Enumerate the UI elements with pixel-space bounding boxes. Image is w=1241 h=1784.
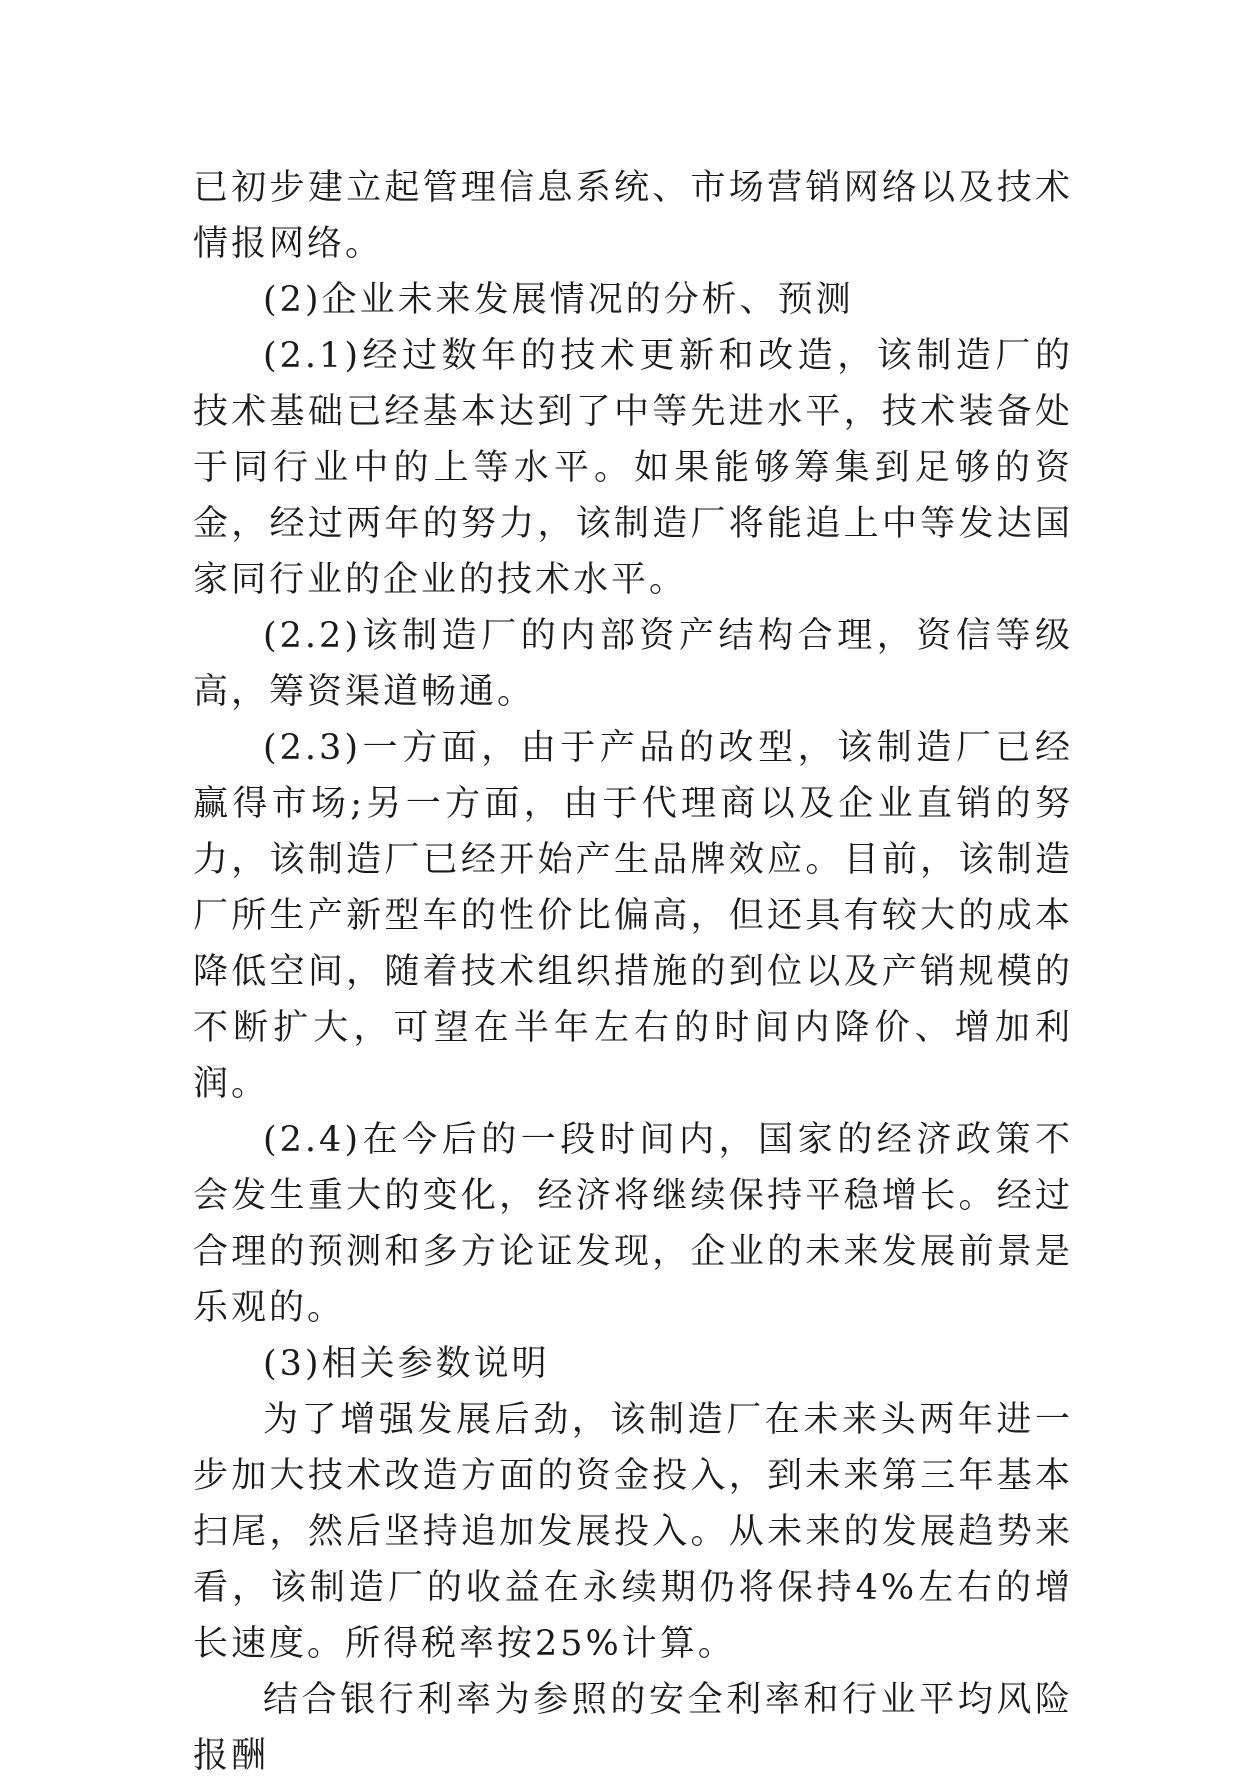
heading-future-development-analysis: (2)企业未来发展情况的分析、预测 [263,280,854,320]
body-text [193,160,1073,1784]
paragraph-interest-rate: 结合银行利率为参照的安全利率和行业平均风险报酬 [193,1680,1073,1776]
paragraph-continuation: 已初步建立起管理信息系统、市场营销网络以及技术情报网络。 [193,168,1073,264]
paragraph-2-4: (2.4)在今后的一段时间内，国家的经济政策不会发生重大的变化，经济将继续保持平稳增长。经过合理的预测和多方论证发现，企业的未来发展前景是乐观的。 [193,1120,1073,1328]
paragraph-parameters: 为了增强发展后劲，该制造厂在未来头两年进一步加大技术改造方面的资金投入，到未来第三年基本扫尾，然后坚持追加发展投入。从未来的发展趋势来看，该制造厂的收益在永续期仍将保持4%左右的增长速度。所得税率按25%计算。 [193,1400,1073,1664]
paragraph-2-3: (2.3)一方面，由于产品的改型，该制造厂已经赢得市场;另一方面，由于代理商以及企业直销的努力，该制造厂已经开始产生品牌效应。目前，该制造厂所生产新型车的性价比偏高，但还具有较大的成本降低空间，随着技术组织措施的到位以及产销规模的不断扩大，可望在半年左右的时间内降价、增加利润。 [193,728,1073,1104]
paragraph-2-2: (2.2)该制造厂的内部资产结构合理，资信等级高，筹资渠道畅通。 [193,616,1073,712]
heading-parameter-notes: (3)相关参数说明 [263,1344,550,1384]
paragraph-2-1: (2.1)经过数年的技术更新和改造，该制造厂的技术基础已经基本达到了中等先进水平，技术装备处于同行业中的上等水平。如果能够筹集到足够的资金，经过两年的努力，该制造厂将能追上中等发达国家同行业的企业的技术水平。 [193,336,1073,600]
